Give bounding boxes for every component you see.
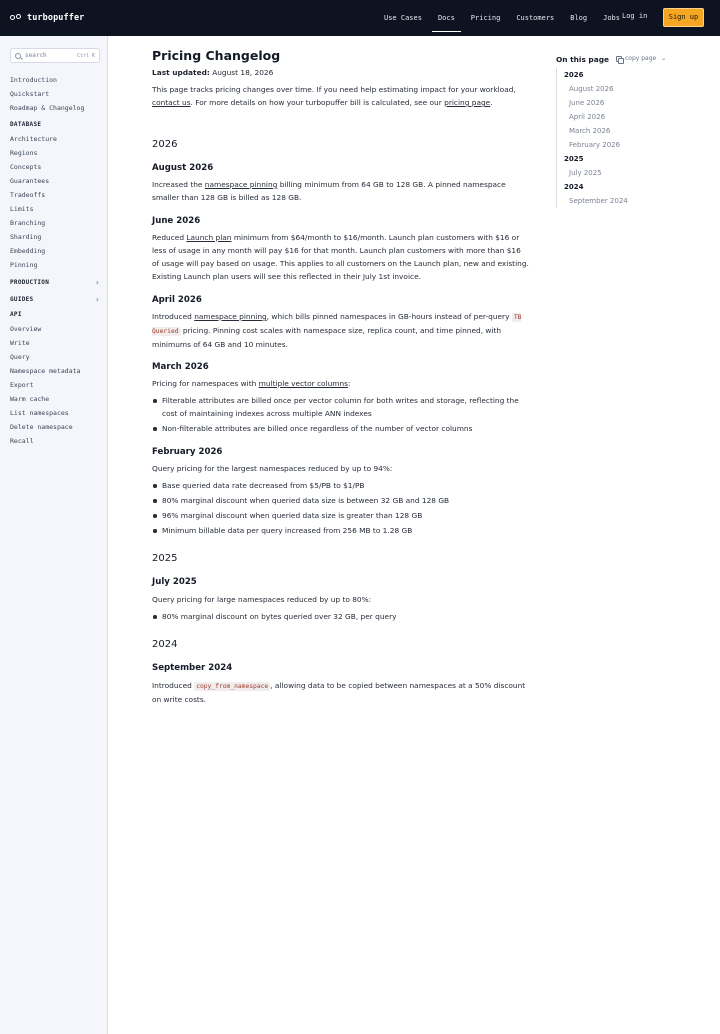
list-item: 96% marginal discount when queried data size is greater than 128 GB — [152, 509, 530, 522]
sidebar-item-introduction[interactable]: Introduction — [10, 76, 57, 84]
intro-text: . — [490, 98, 493, 107]
chevron-down-icon: ⌄ — [661, 55, 667, 62]
toc-item-2026[interactable]: 2026 — [564, 71, 584, 79]
sidebar-item-warm-cache[interactable]: Warm cache — [10, 395, 50, 403]
brand-logo[interactable] — [10, 11, 84, 24]
toc-item-april-2026[interactable]: April 2026 — [569, 113, 606, 121]
search-icon — [15, 53, 21, 59]
multiple-vector-columns-link[interactable]: multiple vector columns — [258, 379, 349, 388]
tb-queried-code: TB Queried — [152, 314, 522, 335]
sidebar-item-namespace-metadata[interactable]: Namespace metadata — [10, 367, 81, 375]
heading-september-2024: September 2024 — [152, 663, 233, 673]
list-item: 80% marginal discount on bytes queried over 32 GB, per query — [152, 610, 530, 623]
toc-item-2024[interactable]: 2024 — [564, 183, 584, 191]
june-2026-text — [152, 231, 530, 283]
launch-plan-link[interactable]: Launch plan — [186, 233, 232, 242]
august-text: Increased the — [152, 180, 205, 189]
june-text: Reduced — [152, 233, 187, 242]
june-text: minimum from $64/month to $16/month. Launch plan customers with $16 or less of usage in any month will pay $16 for that month. Launch plan customers with more than $16 of usage will pay based on usage. This applies to all customers on the Launch plan, new and existing. Existing Launch plan users will see this reflected in their July 1st invoice. — [152, 233, 529, 281]
main-nav — [376, 0, 628, 36]
year-heading-2026: 2026 — [152, 139, 178, 150]
search-placeholder: search — [25, 52, 47, 59]
toc-item-july-2025[interactable]: July 2025 — [569, 169, 602, 177]
sidebar-item-guarantees[interactable]: Guarantees — [10, 177, 50, 185]
toc-divider — [556, 68, 557, 208]
sidebar-item-roadmap[interactable]: Roadmap & Changelog — [10, 104, 85, 112]
list-item: Non-filterable attributes are billed once regardless of the number of vector columns — [152, 422, 530, 435]
heading-february-2026: February 2026 — [152, 447, 223, 457]
sidebar-item-architecture[interactable]: Architecture — [10, 135, 57, 143]
list-item: Base queried data rate decreased from $5/PB to $1/PB — [152, 479, 530, 492]
last-updated-label: Last updated: — [152, 68, 210, 77]
sidebar-item-export[interactable]: Export — [10, 381, 34, 389]
last-updated — [152, 68, 273, 77]
heading-april-2026: April 2026 — [152, 295, 202, 305]
toc-item-2025[interactable]: 2025 — [564, 155, 584, 163]
april-text: Introduced — [152, 312, 195, 321]
sidebar-item-overview[interactable]: Overview — [10, 325, 42, 333]
sidebar-item-quickstart[interactable]: Quickstart — [10, 90, 50, 98]
copy-page-button[interactable] — [616, 55, 666, 62]
year-heading-2024: 2024 — [152, 639, 178, 650]
heading-june-2026: June 2026 — [152, 216, 201, 226]
sidebar-section-api: API — [10, 311, 22, 318]
april-2026-text — [152, 310, 530, 351]
sidebar-item-limits[interactable]: Limits — [10, 205, 34, 213]
heading-march-2026: March 2026 — [152, 362, 209, 372]
intro-paragraph — [152, 83, 530, 109]
heading-august-2026: August 2026 — [152, 163, 214, 173]
turbopuffer-logo-icon — [10, 11, 23, 24]
docs-sidebar — [0, 36, 108, 1034]
intro-text: This page tracks pricing changes over time. If you need help estimating impact for your workload, — [152, 85, 516, 94]
sidebar-item-regions[interactable]: Regions — [10, 149, 38, 157]
signup-button[interactable]: Sign up — [663, 8, 704, 27]
toc-title: On this page — [556, 55, 609, 64]
sidebar-item-list-namespaces[interactable]: List namespaces — [10, 409, 69, 417]
toc-item-february-2026[interactable]: February 2026 — [569, 141, 621, 149]
march-text: Pricing for namespaces with — [152, 379, 259, 388]
brand-name: turbopuffer — [27, 12, 85, 23]
toc-item-march-2026[interactable]: March 2026 — [569, 127, 611, 135]
year-heading-2025: 2025 — [152, 553, 178, 564]
pricing-page-link[interactable]: pricing page — [444, 98, 491, 107]
search-input[interactable] — [10, 48, 100, 63]
august-text: billing minimum from 64 GB to 128 GB. A pinned namespace smaller than 128 GB is billed as 128 GB. — [152, 180, 506, 202]
search-shortcut: Ctrl K — [76, 52, 95, 59]
sidebar-section-production[interactable] — [10, 274, 102, 291]
login-link[interactable]: Log in — [622, 12, 648, 20]
nav-blog[interactable]: Blog — [570, 14, 588, 22]
copy-from-namespace-code: copy_from_namespace — [196, 683, 269, 690]
list-item: Minimum billable data per query increased from 256 MB to 1.28 GB — [152, 524, 530, 537]
heading-july-2025: July 2025 — [152, 577, 197, 587]
sidebar-nav — [10, 73, 102, 448]
nav-use-cases[interactable]: Use Cases — [384, 14, 422, 22]
nav-docs[interactable]: Docs — [432, 6, 461, 30]
top-navbar — [0, 0, 720, 36]
nav-customers[interactable]: Customers — [516, 14, 555, 22]
toc-list — [564, 68, 628, 208]
sidebar-section-database: DATABASE — [10, 121, 42, 128]
chevron-right-icon: › — [94, 295, 100, 304]
sidebar-section-guides-label: GUIDES — [10, 296, 34, 303]
sidebar-item-concepts[interactable]: Concepts — [10, 163, 42, 171]
march-text: : — [348, 379, 351, 388]
intro-text: . For more details on how your turbopuffer bill is calculated, see our — [190, 98, 445, 107]
april-text: , which bills pinned namespaces in GB-hours instead of per-query — [266, 312, 512, 321]
september-2024-text — [152, 679, 530, 706]
namespace-pinning-link[interactable]: namespace pinning — [194, 312, 267, 321]
september-text: Introduced — [152, 681, 195, 690]
august-2026-text — [152, 178, 530, 204]
sidebar-item-pinning[interactable]: Pinning — [10, 261, 38, 269]
chevron-right-icon: › — [94, 278, 100, 287]
sidebar-item-embedding[interactable]: Embedding — [10, 247, 46, 255]
july-2025-text: Query pricing for large namespaces reduced by up to 80%: — [152, 595, 372, 604]
sidebar-section-production-label: PRODUCTION — [10, 279, 50, 286]
march-2026-text — [152, 377, 530, 390]
sidebar-item-query[interactable]: Query — [10, 353, 30, 361]
contact-us-link[interactable]: contact us — [152, 98, 191, 107]
sidebar-item-write[interactable]: Write — [10, 339, 30, 347]
list-item: Filterable attributes are billed once per vector column for both writes and storage, reflecting the cost of maintaining indexes across multiple ANN indexes — [152, 394, 530, 420]
list-item: 80% marginal discount when queried data size is between 32 GB and 128 GB — [152, 494, 530, 507]
september-text: , allowing data to be copied between namespaces at a 50% discount on write costs. — [152, 681, 526, 704]
toc-item-august-2026[interactable]: August 2026 — [569, 85, 614, 93]
nav-pricing[interactable]: Pricing — [470, 14, 501, 22]
sidebar-item-sharding[interactable]: Sharding — [10, 233, 42, 241]
sidebar-item-delete-namespace[interactable]: Delete namespace — [10, 423, 73, 431]
last-updated-value: August 18, 2026 — [212, 68, 274, 77]
namespace-pinning-link[interactable]: namespace pinning — [204, 180, 278, 189]
toc-item-june-2026[interactable]: June 2026 — [569, 99, 605, 107]
toc-item-september-2024[interactable]: September 2024 — [569, 197, 628, 205]
february-2026-text: Query pricing for the largest namespaces reduced by up to 94%: — [152, 464, 393, 473]
sidebar-section-guides[interactable] — [10, 291, 102, 308]
sidebar-item-recall[interactable]: Recall — [10, 437, 34, 445]
copy-icon — [616, 56, 622, 62]
copy-page-label: copy page — [625, 55, 657, 62]
april-text: pricing. Pinning cost scales with namespace size, replica count, and time pinned, with minimums of 64 GB and 10 minutes. — [152, 326, 502, 349]
nav-jobs[interactable]: Jobs — [603, 14, 620, 22]
page-title: Pricing Changelog — [152, 48, 281, 63]
sidebar-item-tradeoffs[interactable]: Tradeoffs — [10, 191, 46, 199]
sidebar-item-branching[interactable]: Branching — [10, 219, 46, 227]
